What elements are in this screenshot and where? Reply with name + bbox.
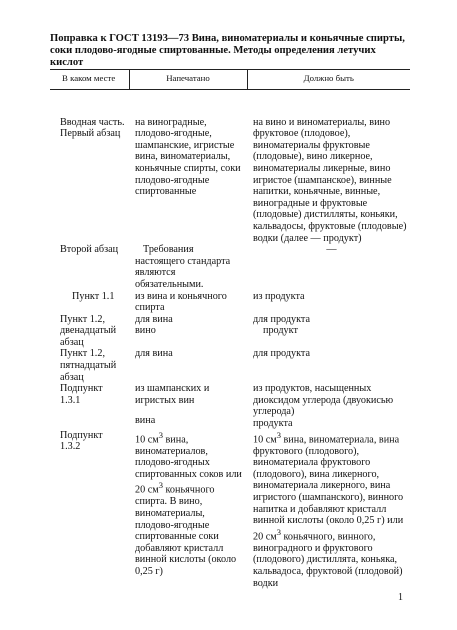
- cell-should-be: [247, 383, 410, 429]
- cell-printed: для вина: [135, 348, 173, 360]
- should-be-line: продукта: [253, 418, 293, 430]
- cell-should-be: [247, 314, 410, 349]
- cell-place: Второй абзац: [60, 244, 119, 256]
- page-number: 1: [398, 592, 403, 603]
- cell-should-be: для продукта: [253, 348, 311, 360]
- printed-line: вина: [135, 415, 156, 427]
- cell-printed: [129, 383, 247, 429]
- place-text: Пункт 1.1: [72, 290, 115, 302]
- printed-line: для вина: [135, 313, 173, 325]
- header-place: В каком месте: [50, 70, 129, 90]
- cell-should-be: —: [326, 244, 337, 256]
- should-be-line: из продуктов, насыщенных диоксидом углерода (двуокисью углерода): [253, 383, 394, 418]
- document-title: Поправка к ГОСТ 13193—73 Вина, виноматериалы и коньячные спирты, соки плодово-ягодные спиртованные. Методы определения летучих кислот: [50, 33, 405, 69]
- should-be-line: для продукта: [253, 313, 311, 325]
- should-be-text: коньячного, винного, виноградного и фруктового (плодового) дистиллята, коньяка, кальвадоса, фруктовой (плодовой) водки: [253, 531, 403, 589]
- table-row: [50, 314, 410, 349]
- table-row: [50, 383, 410, 429]
- table-row: [50, 348, 410, 383]
- table-row: [50, 89, 410, 244]
- cell-should-be: из продукта: [253, 290, 305, 302]
- cell-place: Пункт 1.2, пятнадцатый абзац: [60, 348, 117, 383]
- table-header-row: [50, 70, 410, 90]
- cell-printed: [129, 314, 247, 349]
- cell-printed: Требования настоящего стандарта являются обязательными.: [135, 244, 231, 290]
- superscript: 3: [158, 429, 163, 440]
- cell-should-be: [247, 430, 410, 590]
- header-should-be: Должно быть: [247, 70, 410, 90]
- printed-text: коньячного спирта. В вино, виноматериалы, плодово-ягодные спиртованные соки добавляют кристалл винной кислоты (около 0,25 г): [135, 484, 237, 577]
- should-be-text: вина, виноматериала, вина фруктового (плодового), виноматериала фруктового (плодового), вина ликерного, виноматериала ликерного, вина игристого (шампанского), винного напитка и добавляют кристалл винной кислоты (около 0,25 г) или 20 см: [253, 434, 404, 543]
- cell-place: Подпункт 1.3.2: [60, 429, 103, 453]
- printed-text: 10 см: [135, 434, 159, 446]
- table-row: [50, 244, 410, 290]
- cell-printed: из вина и коньячного спирта: [135, 290, 227, 314]
- table-row: [50, 430, 410, 590]
- correction-table: [50, 69, 410, 589]
- cell-place: [50, 291, 129, 314]
- cell-printed: на виноградные, плодово-ягодные, шампанские, игристые вина, виноматериалы, коньячные спирты, соки плодово-ягодные спиртованные: [135, 116, 241, 198]
- printed-line: вино: [135, 325, 156, 337]
- cell-printed: [129, 430, 247, 590]
- printed-text: вина, виноматериалов, плодово-ягодных спиртованных соков или 20 см: [135, 434, 242, 496]
- table-row: [50, 291, 410, 314]
- header-printed: Напечатано: [129, 70, 247, 90]
- superscript: 3: [276, 429, 281, 440]
- should-be-text: 10 см: [253, 434, 277, 446]
- should-be-line: продукт: [263, 325, 298, 337]
- cell-should-be: на вино и виноматериалы, вино фруктовое (плодовое), виноматериалы фруктовые (плодовые), вино ликерное, виноматериалы ликерные, вино игристое (шампанское), винные напитки, коньячные, винные, виноградные и фруктовые (плодовые) дистилляты, коньяки, кальвадосы, фруктовые (плодовые) водки (далее — продукт): [253, 116, 407, 244]
- superscript: 3: [158, 480, 163, 491]
- printed-line: из шампанских и игристых вин: [135, 383, 210, 406]
- cell-place: Подпункт 1.3.1: [60, 383, 103, 406]
- cell-place: Вводная часть. Первый абзац: [60, 116, 125, 140]
- cell-place: Пункт 1.2, двенадцатый абзац: [60, 313, 117, 348]
- superscript: 3: [276, 526, 281, 537]
